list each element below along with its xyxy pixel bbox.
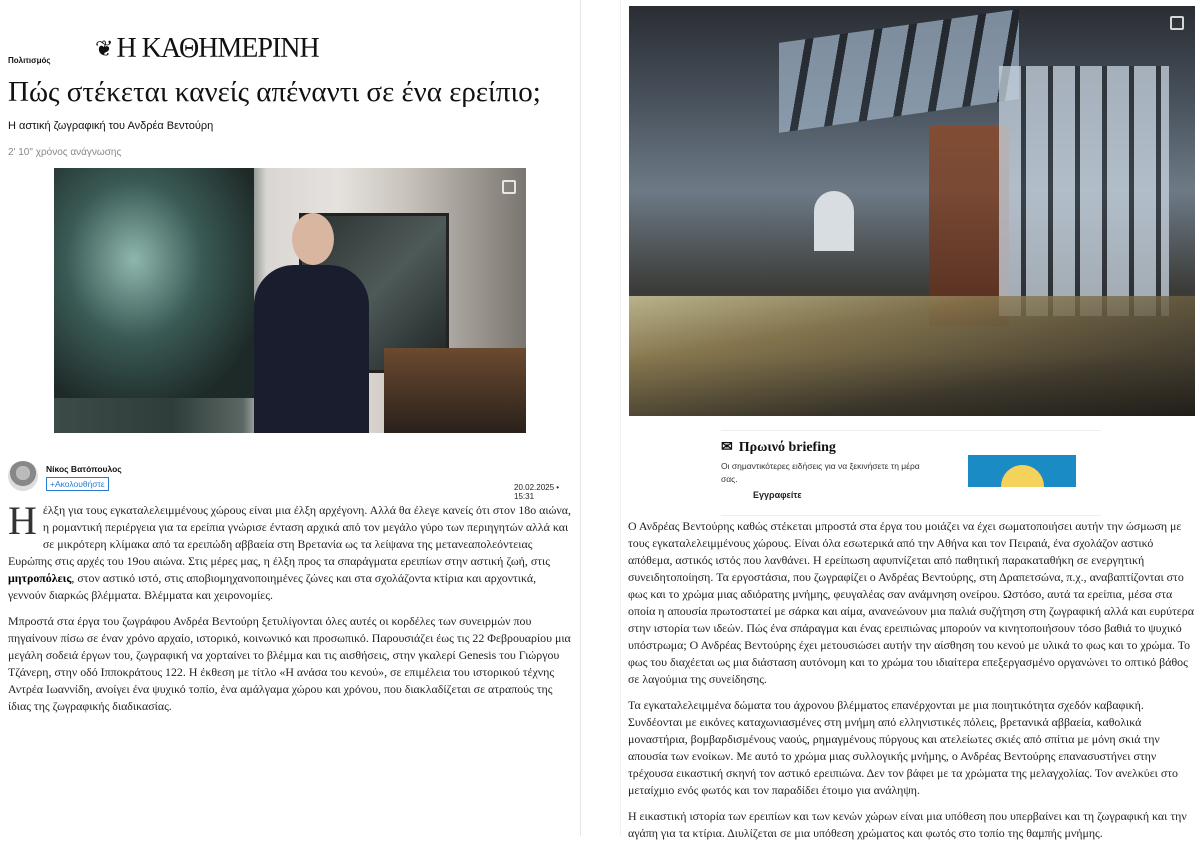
article-body — [8, 498, 576, 724]
newsletter-box — [721, 430, 1101, 516]
author-block — [8, 461, 122, 492]
paragraph-text: έλξη για τους εγκαταλελειμμένους χώρους είναι μια έλξη αρχέγονη. Αλλά θα έλεγε κανείς ότι στον 18ο αιώνα, η ρομαντική περιέργεια για τα ερείπια γνώρισε ένταση αρχικά από τον μεγάλο γύρο των περιηγητών αλλά και σε μικρότερη κλίμακα από τα ερειπώδη αββαεία στη Βρετανία ως τα λείψανα της μετανεαπολεόντειας Ευρώπης στις αρχές του 19ου αιώνα. Στις μέρες μας, η έλξη προς τα σπαράγματα ερειπίων στην αστική ζωή, στις — [8, 503, 571, 568]
ruin-painting-image[interactable] — [629, 6, 1195, 416]
brushes-table — [384, 348, 526, 433]
logo-text: Η ΚΑΘΗΜΕΡΙΝΗ — [116, 33, 319, 64]
author-name[interactable]: Νίκος Βατόπουλος — [46, 464, 122, 474]
article-subtitle: Η αστική ζωγραφική του Ανδρέα Βεντούρη — [8, 120, 214, 132]
link-mitropoleis[interactable]: μητροπόλεις — [8, 571, 72, 585]
article-body-continued — [628, 518, 1196, 851]
artist-figure — [254, 213, 369, 433]
painting-canvas — [54, 168, 254, 398]
sunrise-illustration — [968, 455, 1076, 487]
article-title: Πώς στέκεται κανείς απέναντι σε ένα ερείπιο; — [8, 76, 541, 108]
newsletter-title-text: Πρωινό briefing — [738, 439, 836, 455]
right-column — [620, 0, 1200, 840]
paragraph: Η εικαστική ιστορία των ερειπίων και των κενών χώρων είναι μια υπόθεση που υπερβαίνει και τη ζωγραφική και την αγάπη για τα κτίρια. Διυλίζεται σε μια υπόθεση χρώματος και φωτός στο τοπίο της θαμπής μνήμης. — [628, 809, 1187, 840]
section-label[interactable]: Πολιτισμός — [8, 56, 51, 65]
follow-button[interactable]: +Ακολουθήστε — [46, 477, 109, 491]
subscribe-button[interactable]: Εγγραφείτε — [753, 490, 802, 500]
reading-time: 2' 10" χρόνος ανάγνωσης — [8, 147, 122, 158]
left-column — [0, 0, 580, 836]
publish-date: 20.02.2025 • 15:31 — [514, 483, 560, 501]
paragraph — [8, 498, 576, 604]
paragraph: Μπροστά στα έργα του ζωγράφου Ανδρέα Βεντούρη ξετυλίγονται όλες αυτές οι κορδέλες των συνειρμών που πηγαίνουν πίσω σε έναν χρόνο αρχαίο, ιστορικό, κοινωνικό και προσωπικό. Παρουσιάζει έως τις 22 Φεβρουαρίου μια μεγάλη σοδειά έργων του, ζωγραφική να χορταίνει το βλέμμα και τις αισθήσεις, στην γκαλερί Genesis του Γιώργου Τζάνερη, στην οδό Ιπποκράτους 122. Η έκθεση με τίτλο «Η ανάσα του κενού», σε επιμέλεια του ιστορικού τέχνης Αντρέα Ιωαννίδη, ανοίγει ένα ψυχικό τοπίο, ένα αμάλγαμα χώρου και χρόνου, που διακλαδίζεται σε ατραπούς της ίδιας της ζωγραφικής διαδικασίας. — [8, 614, 571, 713]
logo-emblem-icon: ❦ — [95, 36, 113, 61]
dropcap: Η — [8, 498, 37, 543]
envelope-icon: ✉ — [721, 440, 733, 455]
expand-icon[interactable] — [502, 180, 516, 194]
kathimerini-logo[interactable] — [95, 33, 319, 65]
divider — [580, 0, 581, 836]
paragraph: Τα εγκαταλελειμμένα δώματα του άχρονου βλέμματος επανέρχονται με μια ποιητικότητα σχεδόν καβαφική. Συνδέονται με εικόνες καταχωνιασμένες στη μνήμη από ελληνιστικές πόλεις, βρετανικά αββαεία, καθολικά μοναστήρια, βομβαρδισμένους ναούς, ρημαγμένους πύργους και ατελείωτες σκιές από σπίτια με μόνη σκιά την απουσία των ενοίκων. Με αυτό το χρώμα μιας συλλογικής μνήμης, ο Ανδρέας Βεντούρης επανασυστήνει στην τρέχουσα εικαστική σκηνή τον αστικό ερειπιώνα. Δεν τον βάφει με τα χρώματα της μελαγχολίας. Τον ανελκύει στο μεταίχμιο ενός φωτός και τον παραδίδει έτοιμο για ανάληψη. — [628, 698, 1178, 797]
expand-icon[interactable] — [1170, 16, 1184, 30]
paragraph-text: , στον αστικό ιστό, στις αποβιομηχανοποιημένες ζώνες και στα σχολάζοντα κτίρια και αρχοντικά, γεννούν διαρκώς βλέμματα. Βλέμματα και χειρονομίες. — [8, 571, 537, 602]
newsletter-title — [721, 439, 836, 456]
sun-icon — [1001, 465, 1044, 487]
avatar[interactable] — [8, 461, 38, 491]
newsletter-description: Οι σημαντικότερες ειδήσεις για να ξεκινήσετε τη μέρα σας. — [721, 461, 920, 484]
artist-photo[interactable] — [54, 168, 526, 433]
paragraph: Ο Ανδρέας Βεντούρης καθώς στέκεται μπροστά στα έργα του μοιάζει να έχει σωματοποιήσει αυτήν την ώσμωση με τους εγκαταλελειμμένους χώρους. Είναι όλα εσωτερικά από την Αθήνα και τον Πειραιά, ένα σχολάζον αστικό απόθεμα, αστικός ιστός που λανθάνει. Η ερείπωση αφυπνίζεται από παθητική παρακαταθήκη σε ενεργητική συνειδητοποίηση. Τα εργοστάσια, που ζωγραφίζει ο Ανδρέας Βεντούρης, στη Δραπετσώνα, π.χ., αναβαπτίζονται στο φως και το χρώμα μιας αδιόρατης μνήμης, φευγαλέας σαν ανάμνηση ονείρου. Ωστόσο, αυτά τα ερείπια, μέσα στα οποία η απουσία πρωτοστατεί με σάρκα και αίμα, ανανεώνουν μια παλιά συζήτηση στη ζωγραφική αλλά και ευρύτερα στην ιστορία των ιδεών. Πώς ένα σπάραγμα και ένας ερειπιώνας μπορούν να κινητοποιήσουν τόσο βαθιά το ψυχικό υπόστρωμα; Ο Ανδρέας Βεντούρης έχει μετουσιώσει αυτήν την αίσθηση του κενού με υλικά το φως και το χρώμα. Το φως του διαχέεται ως μια διάσταση αυτόνομη και το χρώμα του ιδιαίτερα επεξεργασμένο οργανώνει το οπτικό βάθος σε λαγούμια της συνείδησης. — [628, 519, 1194, 686]
